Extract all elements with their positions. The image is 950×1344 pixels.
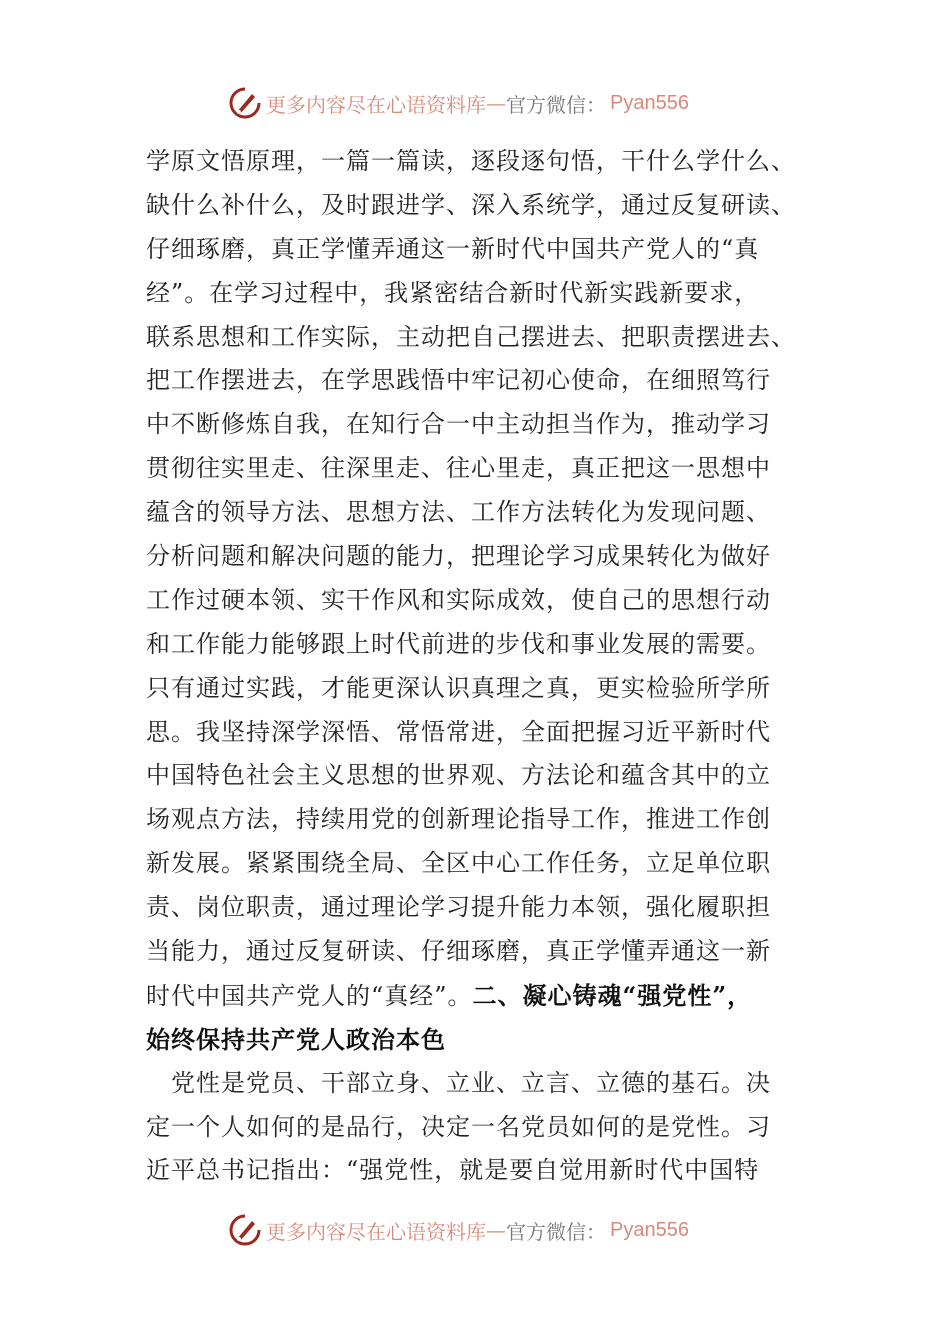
- line-text: 思。我坚持深学深悟、常悟常进，全面把握习近平新时代: [146, 717, 771, 746]
- text-line: [146, 403, 806, 447]
- line-text: 蕴含的领导方法、思想方法、工作方法转化为发现问题、: [146, 498, 771, 527]
- line-text: 时代中国共产党人的“真经”。: [146, 981, 473, 1010]
- text-line: [146, 228, 806, 272]
- line-text: 只有通过实践，才能更深认识真理之真，更实检验所学所: [146, 673, 771, 702]
- line-text: 新发展。紧紧围绕全局、全区中心工作任务，立足单位职: [146, 849, 771, 878]
- footer-banner: [228, 1213, 689, 1247]
- text-line: [146, 798, 806, 842]
- line-text: 场观点方法，持续用党的创新理论指导工作，推进工作创: [146, 805, 771, 834]
- text-line: [146, 579, 806, 623]
- text-line: [146, 491, 806, 535]
- line-text: 仔细琢磨，真正学懂弄通这一新时代中国共产党人的“真: [146, 234, 760, 263]
- line-text: 联系思想和工作实际，主动把自己摆进去、把职责摆进去、: [146, 322, 796, 351]
- text-line: [146, 1018, 806, 1062]
- banner-text: 更多内容尽在心语资料库: [266, 92, 486, 117]
- text-line: [146, 1106, 806, 1150]
- section-heading-text: 二、凝心铸魂“强党性”，: [472, 980, 753, 1010]
- banner-dash: —: [486, 91, 506, 115]
- text-line: [146, 623, 806, 667]
- line-text: 经”。在学习过程中，我紧密结合新时代新实践新要求，: [146, 278, 760, 307]
- section-heading-text: 始终保持共产党人政治本色: [146, 1024, 446, 1054]
- text-line: [146, 140, 806, 184]
- line-text: 把工作摆进去，在学思践悟中牢记初心使命，在细照笃行: [146, 366, 771, 395]
- text-line: [146, 886, 806, 930]
- line-text: 缺什么补什么，及时跟进学、深入系统学，通过反复研读、: [146, 190, 796, 219]
- text-line: [146, 359, 806, 403]
- line-text: 党性是党员、干部立身、立业、立言、立德的基石。决: [146, 1068, 771, 1097]
- line-text: 学原文悟原理，一篇一篇读，逐段逐句悟，干什么学什么、: [146, 147, 796, 175]
- line-text: 近平总书记指出：“强党性，就是要自觉用新时代中国特: [146, 1156, 760, 1185]
- text-line: [146, 1062, 806, 1106]
- line-text: 和工作能力能够跟上时代前进的步伐和事业发展的需要。: [146, 629, 771, 658]
- line-text: 中不断修炼自我，在知行合一中主动担当作为，推动学习: [146, 410, 771, 439]
- line-text: 贯彻往实里走、往深里走、往心里走，真正把这一思想中: [146, 454, 771, 483]
- line-text: 定一个人如何的是品行，决定一名党员如何的是党性。习: [146, 1112, 771, 1141]
- text-line: [146, 535, 806, 579]
- text-line: [146, 447, 806, 491]
- text-line: [146, 184, 806, 228]
- text-line: [146, 667, 806, 711]
- banner-text: 更多内容尽在心语资料库: [266, 1219, 486, 1244]
- line-text: 当能力，通过反复研读、仔细琢磨，真正学懂弄通这一新: [146, 937, 771, 966]
- banner-wechat-id: Pyan556: [610, 91, 689, 114]
- banner-wechat-label: 官方微信：: [506, 1219, 606, 1244]
- banner-dash: —: [486, 1218, 506, 1242]
- text-line: [146, 711, 806, 755]
- banner-wechat-label: 官方微信：: [506, 92, 606, 117]
- line-text: 工作过硬本领、实干作风和实际成效，使自己的思想行动: [146, 585, 771, 614]
- text-line: [146, 316, 806, 360]
- document-body: [146, 140, 806, 1193]
- header-banner: [228, 86, 689, 120]
- text-line: [146, 930, 806, 974]
- text-line: [146, 1149, 806, 1193]
- line-text: 责、岗位职责，通过理论学习提升能力本领，强化履职担: [146, 893, 771, 922]
- pen-circle-logo-icon: [228, 86, 262, 120]
- text-line: [146, 272, 806, 316]
- text-line: [146, 754, 806, 798]
- banner-wechat-id: Pyan556: [610, 1218, 689, 1241]
- line-text: 分析问题和解决问题的能力，把理论学习成果转化为做好: [146, 542, 771, 571]
- line-text: 中国特色社会主义思想的世界观、方法论和蕴含其中的立: [146, 761, 771, 790]
- text-line: [146, 842, 806, 886]
- pen-circle-logo-icon: [228, 1213, 262, 1247]
- text-line: [146, 974, 806, 1018]
